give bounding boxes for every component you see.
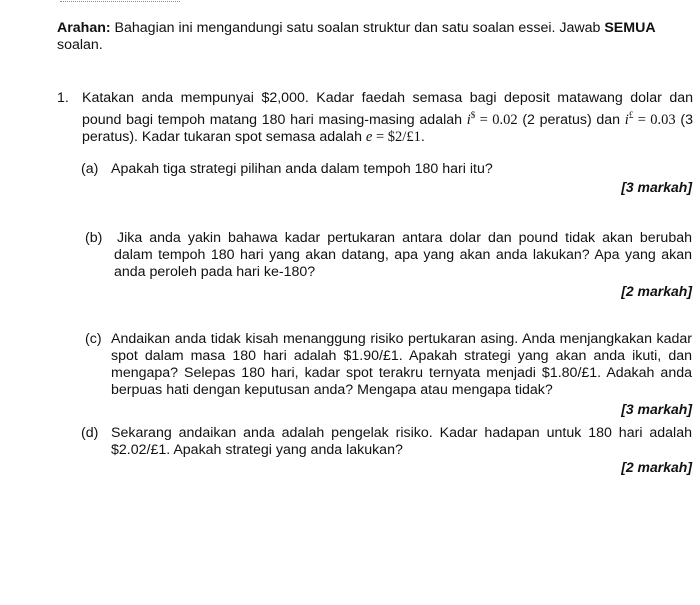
question-number: 1. xyxy=(57,90,69,106)
spot-rate: e = $2/£1 xyxy=(365,128,421,145)
page-top-edge-fragment xyxy=(60,0,180,4)
part-c xyxy=(81,331,692,399)
instructions-emphasis: SEMUA xyxy=(604,20,656,36)
part-d xyxy=(81,425,692,459)
question-text-1: Katakan anda mempunyai $2,000. Kadar faedah semasa bagi deposit matawang dolar dan pound bagi tempoh matang 180 hari masing-masing adalah xyxy=(82,90,693,128)
part-c-text: Andaikan anda tidak kisah menanggung risiko pertukaran asing. Anda menjangkakan kadar spot dalam masa 180 hari adalah $1.90/£1. Apakah strategi yang akan anda ikuti, dan mengapa? Selepas 180 hari, kadar spot terakru ternyata menjadi $1.80/£1. Adakah anda berpuas hati dengan keputusan anda? Mengapa atau mengapa tidak? xyxy=(111,331,692,398)
part-a xyxy=(81,161,692,178)
question-text-2: (2 peratus) dan xyxy=(517,111,625,128)
dollar-interest-rate: i$ = 0.02 xyxy=(466,110,518,128)
instructions-text-end: soalan. xyxy=(57,37,103,53)
part-b xyxy=(81,230,692,281)
instructions xyxy=(57,20,693,54)
question-text-3: (3 peratus). Kadar tukaran spot semasa adalah xyxy=(82,111,693,145)
part-b-label: (b) xyxy=(85,230,103,246)
part-a-label: (a) xyxy=(81,161,99,177)
question-1 xyxy=(57,90,693,146)
part-c-label: (c) xyxy=(85,331,102,347)
part-c-marks: [3 markah] xyxy=(621,401,692,417)
instructions-text: Bahagian ini mengandungi satu soalan struktur dan satu soalan essei. Jawab xyxy=(110,20,605,36)
part-d-marks: [2 markah] xyxy=(621,459,692,475)
question-text-4: . xyxy=(420,128,425,145)
part-d-text: Sekarang andaikan anda adalah pengelak risiko. Kadar hadapan untuk 180 hari adalah $2.02/£1. Apakah strategi yang anda lakukan? xyxy=(111,425,692,458)
question-stem xyxy=(82,90,693,146)
part-d-label: (d) xyxy=(81,425,99,441)
part-a-marks: [3 markah] xyxy=(621,179,692,195)
instructions-label: Arahan: xyxy=(57,20,111,36)
pound-interest-rate: i£ = 0.03 xyxy=(624,110,676,128)
part-b-marks: [2 markah] xyxy=(621,283,692,299)
part-a-text: Apakah tiga strategi pilihan anda dalam tempoh 180 hari itu? xyxy=(111,161,493,177)
part-b-text: Jika anda yakin bahawa kadar pertukaran antara dolar dan pound tidak akan berubah dalam tempoh 180 hari yang akan datang, apa yang akan anda lakukan? Apa yang akan anda peroleh pada hari ke-180? xyxy=(114,230,692,280)
